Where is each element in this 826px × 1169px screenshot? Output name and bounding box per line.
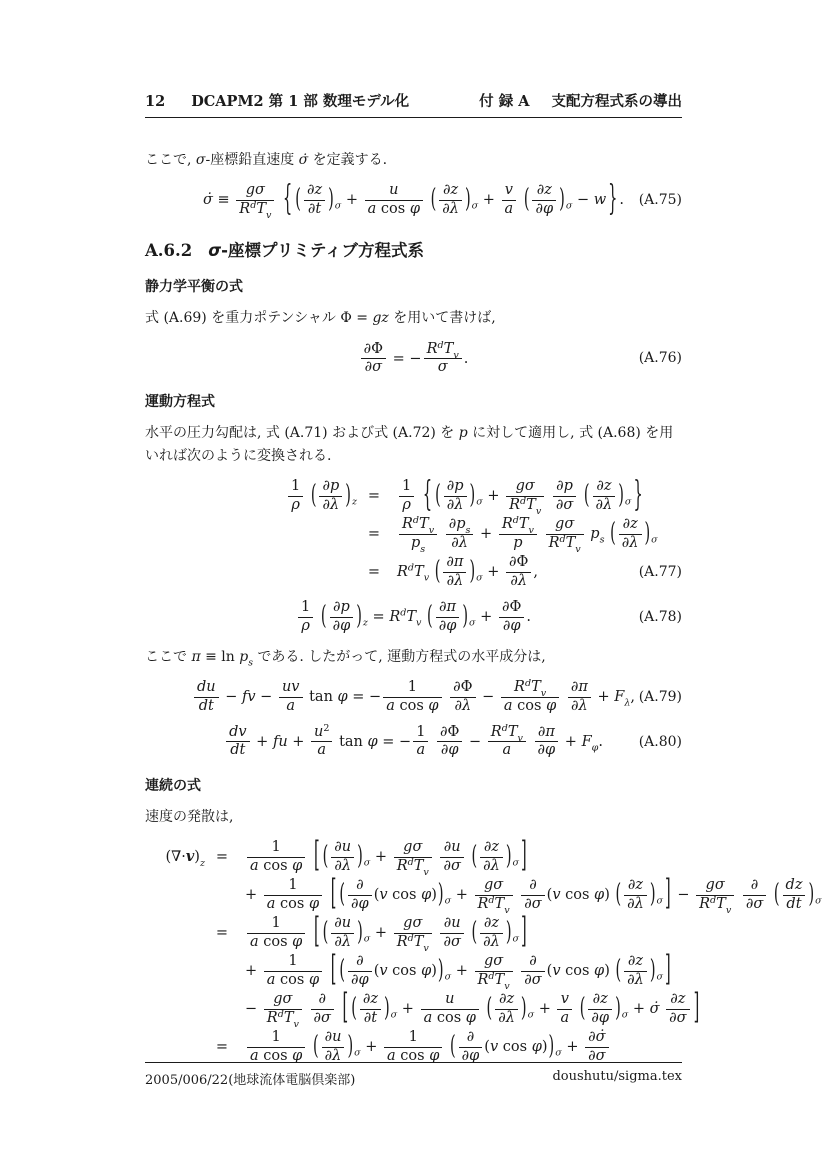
equation-divergence-row-2	[149, 875, 822, 916]
footer-filename: doushutu/sigma.tex	[552, 1069, 682, 1084]
equation-divergence-row-6-rel: =	[215, 1038, 229, 1055]
equation-divergence-row-1	[149, 837, 682, 878]
equation-a77-row-3	[257, 554, 682, 590]
equation-a77-row-2-rel: =	[367, 525, 381, 542]
header-left-title: DCAPM2 第 1 部 数理モデル化	[191, 93, 410, 110]
equation-divergence-row-3-rhs: $\frac{1}{\text{a cos φ}}$ [ ( $\frac{\partial u}{\partial\lambda}$ )$_\sigma$ + gσ $R^dT_v$ $\frac{\partial u}{\partial\sigma}$ ( $\frac{\partial z}{\partial\lambda}$ )$_\sigma$ ]	[239, 915, 682, 951]
equation-a77-row-1-lhs: $\frac{1}{\rho}$ ( $\frac{\partial p}{\partial\lambda}$ )$_z$	[257, 478, 357, 514]
equation-a77-row-1	[257, 476, 682, 517]
equation-divergence-row-3	[149, 913, 682, 954]
section-number: A.6.2	[145, 241, 193, 261]
equation-a80-number: (A.80)	[638, 733, 682, 750]
section-heading	[145, 237, 682, 261]
equation-divergence-row-6-rhs: $\frac{1}{\text{a cos φ}}$ ( $\frac{\partial u}{\partial\lambda}$ )$_\sigma$ + $\frac{1}{\text{a cos φ}}$ ( ∂ ∂φ (v $\cos \varphi))_\sigma$ + $\frac{\partial\sigmȧ}{\partial\sigma}$	[239, 1029, 682, 1065]
equation-divergence-row-4	[149, 951, 682, 992]
equation-a77	[257, 478, 682, 590]
equation-a75-number: (A.75)	[638, 192, 682, 209]
motion-paragraph: 水平の圧力勾配は, 式 (A.71) および式 (A.72) を p に対して適用し, 式 (A.68) を用いれば次のように変換される.	[145, 425, 674, 464]
equation-divergence-row-1-rhs: $\frac{1}{\text{a cos φ}}$ [ ( $\frac{\partial u}{\partial\lambda}$ )$_\sigma$ + gσ $R^dT_v$ $\frac{\partial u}{\partial\sigma}$ ( $\frac{\partial z}{\partial\lambda}$ )$_\sigma$ ]	[239, 839, 682, 875]
equation-a76-math: $\frac{\partial\Phi}{\partial\sigma}$ = − $R^dT_v$ σ .	[359, 341, 469, 377]
page-header	[145, 90, 682, 118]
equation-divergence-row-1-lhs: $(\nabla\cdot v)_z$	[165, 848, 205, 869]
hydrostatic-paragraph: 式 (A.69) を重力ポテンシャル Φ = gz を用いて書けば,	[145, 310, 496, 327]
header-appendix-label: 付 録 A	[479, 93, 530, 110]
equation-a76-number: (A.76)	[638, 350, 682, 367]
equation-a80	[145, 724, 682, 760]
equation-divergence-row-5	[149, 989, 700, 1030]
footer-date: 2005/006/22(地球流体電脳倶楽部)	[145, 1073, 356, 1088]
equation-a77-row-1-rel: =	[367, 487, 381, 504]
page-number: 12	[145, 93, 166, 110]
page-footer	[145, 1062, 682, 1088]
equation-a75-math: σ̇ ≡ gσ $R^dT_v$ { ( $\frac{\partial z}{\partial t}$ )$_\sigma$ + $\frac{u}{\text{a cos φ}}$ ( $\frac{\partial z}{\partial\lambda}$ )$_\sigma$ + $\frac{v}{a}$ ( $\frac{\partial z}{\partial\varphi}$ )$_\sigma - w$ } .	[203, 180, 624, 221]
equation-a79-math: $\frac{du}{dt}$ − fv − $\frac{uv}{a}$ tan φ = − $\frac{1}{\text{a cos φ}}$ $\frac{\partial\Phi}{\partial\lambda}$ − $R^dT_v$ a cos φ $\frac{\partial\pi}{\partial\lambda}$ + $F_\lambda$,	[192, 679, 635, 715]
equation-a77-number: (A.77)	[638, 564, 682, 581]
equation-a80-math: $\frac{dv}{dt}$ + fu + $\frac{u^2}{a}$ tan φ = − $\frac{1}{a}$ $\frac{\partial\Phi}{\partial\varphi}$ − $R^dT_v$ a $\frac{\partial\pi}{\partial\varphi}$ + $F_\varphi$.	[224, 724, 603, 760]
subheading-continuity: 連続の式	[145, 777, 201, 794]
equation-divergence-row-6	[149, 1029, 682, 1065]
header-left	[145, 90, 409, 111]
equation-a78	[145, 599, 682, 635]
intro-paragraph: ここで, σ-座標鉛直速度 σ̇ を定義する.	[145, 152, 388, 168]
equation-a77-row-3-rhs: $R^dT_v$ ( $\frac{\partial\pi}{\partial\lambda}$ )$_\sigma$ + $\frac{\partial\Phi}{\partial\lambda}$ ,	[397, 554, 539, 589]
subheading-motion: 運動方程式	[145, 394, 215, 411]
equation-a77-row-2-rhs: $R^dT_v$ $p_s$ $\frac{\partial p_s}{\partial\lambda}$ + $R^dT_v$ p gσ $R^dT_v$ $p_s$ ( $\frac{\partial z}{\partial\lambda}$ )$_\sigma$	[391, 516, 682, 552]
equation-divergence-row-5-rhs: − gσ $R^dT_v$ ∂ ∂σ [ ( $\frac{\partial z}{\partial t}$ )$_\sigma$ + $\frac{u}{\text{a cos φ}}$ ( $\frac{\partial z}{\partial\lambda}$ )$_\sigma$ + $\frac{v}{a}$ ( $\frac{\partial z}{\partial\varphi}$ )$_\sigma$ + σ̇ $\frac{\partial z}{\partial\sigma}$ ]	[245, 989, 700, 1030]
page-body	[145, 122, 822, 1074]
equation-a79-number: (A.79)	[638, 689, 682, 706]
equation-a77-row-3-rel: =	[367, 563, 381, 580]
equation-divergence-row-2-rhs: + $\frac{1}{\text{a cos φ}}$ [ ( ∂ ∂φ (v $\cos \varphi))_\sigma$ + gσ $R^dT_v$ ∂ ∂σ (v cos φ) ( $\frac{\partial z}{\partial\lambda}$ )$_\sigma$ ] − gσ $R^dT_v$ ∂ ∂σ ( $\frac{dz}{dt}$ )$_\sigma$	[245, 875, 822, 916]
equation-a77-row-1-rhs: $\frac{1}{\rho}$ { ( $\frac{\partial p}{\partial\lambda}$ )$_\sigma$ + gσ $R^dT_v$ $\frac{\partial p}{\partial\sigma}$ ( $\frac{\partial z}{\partial\lambda}$ )$_\sigma$ }	[391, 478, 682, 514]
equation-divergence-row-3-rel: =	[215, 924, 229, 941]
header-right	[479, 90, 682, 111]
pi-definition-paragraph: ここで $\pi \equiv \ln p_s$ である. したがって, 運動方程式の水平成分は,	[145, 648, 546, 669]
equation-a76	[145, 341, 682, 377]
header-right-title: 支配方程式系の導出	[551, 93, 682, 110]
section-title: σ-座標プリミティブ方程式系	[208, 241, 424, 261]
equation-divergence	[149, 837, 822, 1065]
equation-divergence-row-1-rel: =	[215, 848, 229, 865]
equation-a79	[145, 679, 682, 715]
equation-a77-row-2	[257, 514, 682, 555]
equation-a75	[145, 180, 682, 221]
equation-divergence-row-4-rhs: + $\frac{1}{\text{a cos φ}}$ [ ( ∂ ∂φ (v $\cos \varphi))_\sigma$ + gσ $R^dT_v$ ∂ ∂σ (v cos φ) ( $\frac{\partial z}{\partial\lambda}$ )$_\sigma$ ]	[245, 951, 671, 992]
subheading-hydrostatic: 静力学平衡の式	[145, 279, 243, 296]
continuity-paragraph: 速度の発散は,	[145, 808, 234, 825]
equation-a78-math: $\frac{1}{\rho}$ ( $\frac{\partial p}{\partial\varphi}$ )$_z = R^dT_v$ ( $\frac{\partial\pi}{\partial\varphi}$ )$_\sigma$ + $\frac{\partial\Phi}{\partial\varphi}$ .	[296, 599, 531, 635]
equation-a78-number: (A.78)	[638, 609, 682, 626]
